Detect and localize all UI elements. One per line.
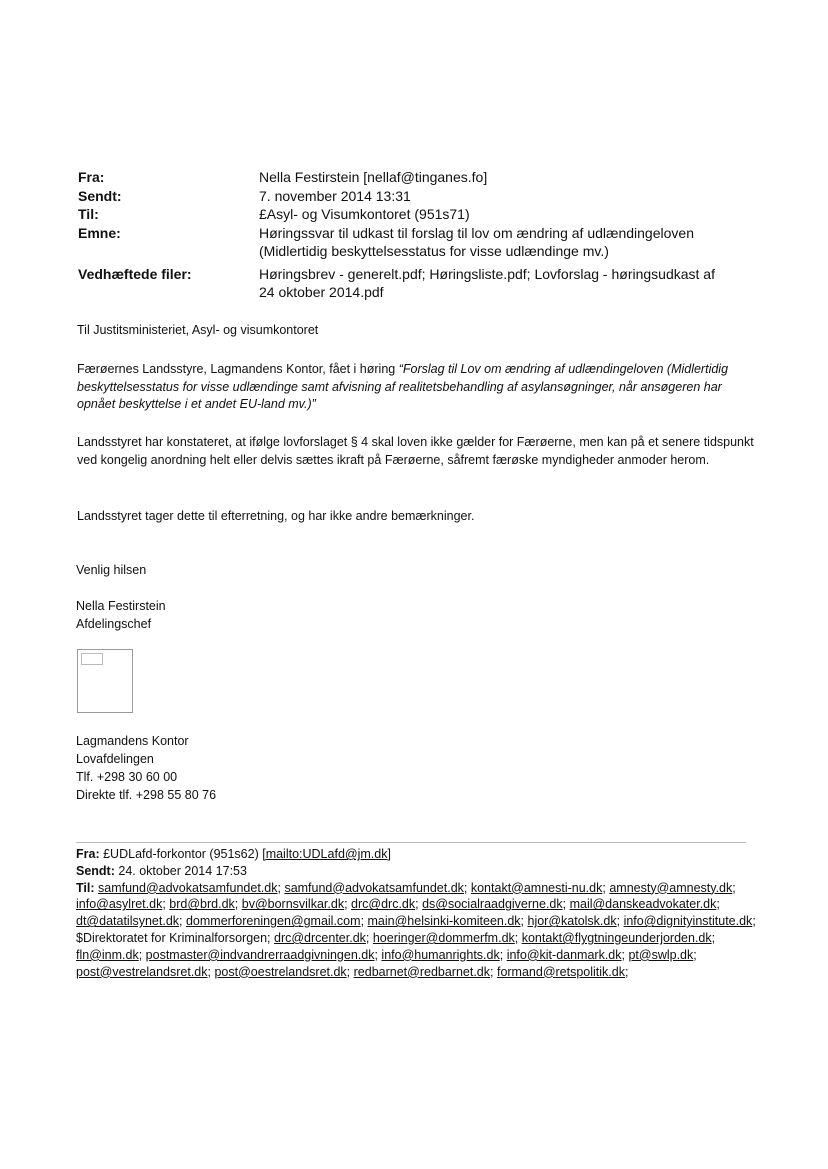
header-from-row bbox=[78, 168, 768, 187]
sent-value: 7. november 2014 13:31 bbox=[259, 187, 411, 204]
signature-dept: Lovafdelingen bbox=[76, 752, 154, 766]
paragraph-1 bbox=[77, 361, 757, 414]
recipient-link[interactable]: info@kit-danmark.dk bbox=[506, 947, 622, 962]
attachments-label: Vedhæftede filer: bbox=[78, 265, 192, 282]
subject-line-1: Høringssvar til udkast til forslag til lov om ændring af udlændingeloven bbox=[259, 224, 694, 241]
recipient-link[interactable]: formand@retspolitik.dk bbox=[496, 964, 625, 979]
fwd-recipient-list: samfund@advokatsamfundet.dk; samfund@advokatsamfundet.dk; kontakt@amnesti-nu.dk; amnesty@amnesty.dk; info@asylret.dk; brd@brd.dk; bv@bornsvilkar.dk; drc@drc.dk; ds@socialraadgiverne.dk; mail@danskeadvokater.dk; dt@datatilsynet.dk; dommerforeningen@gmail.com; main@helsinki-komiteen.dk; hjor@katolsk.dk; info@dignityinstitute.dk; $Direktoratet for Kriminalforsorgen; drc@drcenter.dk; hoeringer@dommerfm.dk; kontakt@flygtningeunderjorden.dk; fln@inm.dk; postmaster@indvandrerraadgivningen.dk; info@humanrights.dk; info@kit-danmark.dk; pt@swlp.dk; post@vestrelandsret.dk; post@oestrelandsret.dk; redbarnet@redbarnet.dk; formand@retspolitik.dk; bbox=[76, 880, 756, 979]
signature-image-placeholder bbox=[77, 649, 133, 713]
signature-org: Lagmandens Kontor bbox=[76, 734, 189, 748]
attachments-value bbox=[259, 265, 768, 302]
forwarded-header bbox=[76, 846, 756, 980]
broken-image-icon bbox=[81, 653, 103, 665]
signature-name: Nella Festirstein bbox=[76, 599, 166, 613]
to-value: £Asyl- og Visumkontoret (951s71) bbox=[259, 206, 470, 222]
header-sent-row bbox=[78, 187, 768, 206]
recipient-link[interactable]: amnesty@amnesty.dk bbox=[609, 880, 733, 895]
paragraph-2: Landsstyret har konstateret, at ifølge lovforslaget § 4 skal loven ikke gælder for Færøerne, men kan på et senere tidspunkt ved kongelig anordning helt eller delvis sættes ikraft på Færøerne, såfremt færøske myndigheder anmoder herom. bbox=[77, 435, 754, 467]
recipient-link[interactable]: drc@drc.dk bbox=[351, 897, 416, 912]
signature-phone: Tlf. +298 30 60 00 bbox=[76, 770, 178, 784]
fwd-from-value: £UDLafd-forkontor (951s62) bbox=[103, 847, 263, 861]
recipient-link[interactable]: brd@brd.dk bbox=[169, 897, 235, 912]
salutation: Til Justitsministeriet, Asyl- og visumkontoret bbox=[77, 323, 319, 337]
recipient-link[interactable]: main@helsinki-komiteen.dk bbox=[367, 914, 521, 929]
recipient-link[interactable]: info@asylret.dk bbox=[76, 897, 163, 912]
signature-title: Afdelingschef bbox=[76, 617, 152, 631]
subject-value bbox=[259, 224, 768, 261]
to-label: Til: bbox=[78, 206, 99, 222]
attachments-line-2: 24 oktober 2014.pdf bbox=[259, 284, 384, 300]
recipient-link[interactable]: ds@socialraadgiverne.dk bbox=[422, 897, 563, 912]
fwd-sent-value: 24. oktober 2014 17:53 bbox=[118, 863, 247, 878]
recipient-link[interactable]: samfund@advokatsamfundet.dk bbox=[98, 880, 278, 895]
sent-label: Sendt: bbox=[78, 187, 122, 204]
paragraph-1-intro: Færøernes Landsstyre, Lagmandens Kontor, fået i høring bbox=[77, 362, 399, 376]
recipient-link[interactable]: drc@drcenter.dk bbox=[274, 930, 366, 945]
from-label: Fra: bbox=[78, 169, 105, 185]
subject-label: Emne: bbox=[78, 224, 121, 241]
recipient-link[interactable]: hjor@katolsk.dk bbox=[527, 914, 617, 929]
fwd-from-mail-link[interactable]: [mailto:UDLafd@jm.dk] bbox=[262, 847, 391, 861]
recipient-link[interactable]: mail@danskeadvokater.dk bbox=[569, 897, 717, 912]
recipient-link: $Direktoratet for Kriminalforsorgen bbox=[76, 930, 268, 945]
signature-direct-phone: Direkte tlf. +298 55 80 76 bbox=[76, 788, 217, 802]
subject-line-2: (Midlertidig beskyttelsesstatus for visse udlændinge mv.) bbox=[259, 243, 609, 259]
recipient-link[interactable]: dt@datatilsynet.dk bbox=[76, 914, 180, 929]
header-attachments-row bbox=[78, 265, 768, 302]
recipient-link[interactable]: post@vestrelandsret.dk bbox=[76, 964, 208, 979]
header-subject-row bbox=[78, 224, 768, 261]
recipient-link[interactable]: pt@swlp.dk bbox=[628, 947, 694, 962]
recipient-link[interactable]: info@dignityinstitute.dk bbox=[623, 914, 753, 929]
fwd-to-label: Til: bbox=[76, 880, 95, 895]
attachments-line-1: Høringsbrev - generelt.pdf; Høringsliste.pdf; Lovforslag - høringsudkast af bbox=[259, 265, 715, 282]
greeting: Venlig hilsen bbox=[76, 563, 147, 577]
recipient-link[interactable]: dommerforeningen@gmail.com bbox=[185, 914, 361, 929]
from-value: Nella Festirstein [nellaf@tinganes.fo] bbox=[259, 169, 488, 185]
forward-divider bbox=[76, 842, 746, 843]
fwd-from-label: Fra: bbox=[76, 847, 100, 861]
recipient-link[interactable]: fln@inm.dk bbox=[76, 947, 139, 962]
recipient-link[interactable]: bv@bornsvilkar.dk bbox=[241, 897, 345, 912]
email-header bbox=[78, 168, 768, 302]
recipient-link[interactable]: samfund@advokatsamfundet.dk bbox=[284, 880, 464, 895]
recipient-link[interactable]: kontakt@amnesti-nu.dk bbox=[470, 880, 603, 895]
fwd-sent-row bbox=[76, 863, 756, 880]
fwd-from-row bbox=[76, 846, 756, 863]
fwd-sent-label: Sendt: bbox=[76, 863, 115, 878]
header-to-row bbox=[78, 205, 768, 224]
recipient-link[interactable]: post@oestrelandsret.dk bbox=[214, 964, 347, 979]
recipient-link[interactable]: kontakt@flygtningeunderjorden.dk bbox=[521, 930, 712, 945]
recipient-link[interactable]: redbarnet@redbarnet.dk bbox=[353, 964, 491, 979]
recipient-link[interactable]: info@humanrights.dk bbox=[381, 947, 500, 962]
recipient-link[interactable]: hoeringer@dommerfm.dk bbox=[372, 930, 515, 945]
paragraph-1-quote: “Forslag til Lov om ændring af udlændingeloven (Midlertidig beskyttelsesstatus for visse udlændinge samt afvisning af realitetsbehandling af asylansøgninger, når ansøgeren har opnået beskyttelse i et andet EU-land mv.)” bbox=[77, 362, 729, 411]
fwd-to-row bbox=[76, 880, 756, 981]
recipient-link[interactable]: postmaster@indvandrerraadgivningen.dk bbox=[145, 947, 375, 962]
paragraph-3: Landsstyret tager dette til efterretning, og har ikke andre bemærkninger. bbox=[77, 509, 475, 523]
